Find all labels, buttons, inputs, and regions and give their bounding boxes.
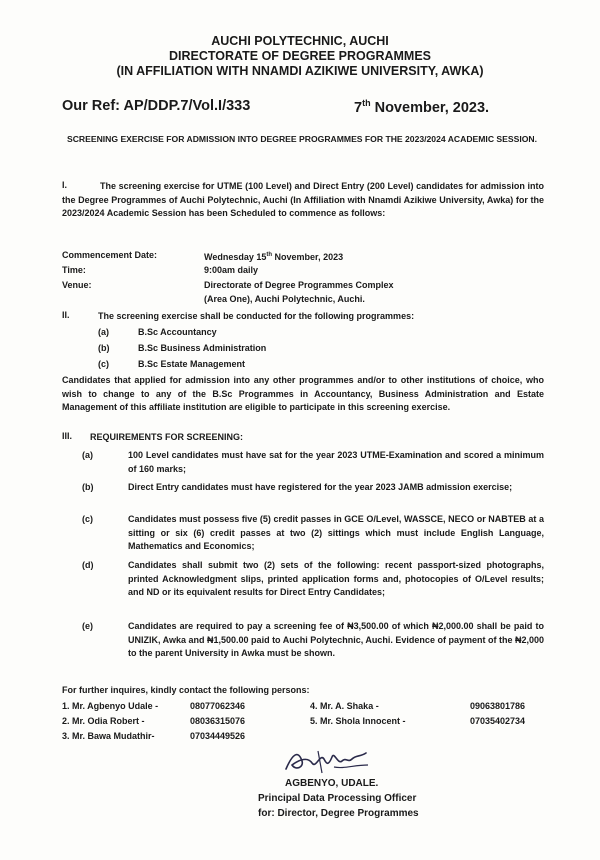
section-number: III. xyxy=(62,431,73,441)
contact-name: 4. Mr. A. Shaka - xyxy=(310,701,379,711)
letter-date: 7th November, 2023. xyxy=(354,98,490,116)
time-label: Time: xyxy=(62,265,86,275)
section1-paragraph: The screening exercise for UTME (100 Level) and Direct Entry (200 Level) candidates for admission into the Degree Programmes of Auchi Polytechnic, Auchi (In Affiliation with Nnamdi Azikiwe University, Awka) for the 2023/2024 Academic Session has been Scheduled to commence as follows: xyxy=(62,181,544,219)
contact-phone: 07035402734 xyxy=(470,716,526,726)
time-value: 9:00am daily xyxy=(204,265,259,275)
contact-phone: 08036315076 xyxy=(190,716,246,726)
contact-phone: 08077062346 xyxy=(190,701,246,711)
contact-phone: 09063801786 xyxy=(470,701,526,711)
list-item-label: (d) xyxy=(82,560,94,570)
contact-name: 1. Mr. Agbenyo Udale - xyxy=(62,701,159,711)
commencement-value: Wednesday 15th November, 2023 xyxy=(204,252,344,262)
list-item-label: (b) xyxy=(82,482,94,492)
venue-line: Directorate of Degree Programmes Complex xyxy=(204,280,394,290)
contacts-intro: For further inquires, kindly contact the following persons: xyxy=(62,685,310,695)
directorate-name: DIRECTORATE OF DEGREE PROGRAMMES xyxy=(168,49,432,63)
institution-name: AUCHI POLYTECHNIC, AUCHI xyxy=(211,34,389,48)
list-item-label: (b) xyxy=(98,343,110,353)
requirement-item: 100 Level candidates must have sat for the year 2023 UTME-Examination and scored a minimum of 160 marks; xyxy=(128,450,544,474)
commencement-label: Commencement Date: xyxy=(62,250,158,260)
section-number: I. xyxy=(62,180,68,190)
venue-label: Venue: xyxy=(62,280,92,290)
programme-item: B.Sc Business Administration xyxy=(138,343,267,353)
venue-line: (Area One), Auchi Polytechnic, Auchi. xyxy=(204,294,365,304)
requirement-item: Candidates are required to pay a screening fee of ₦3,500.00 of which ₦2,000.00 shall be paid to UNIZIK, Awka and ₦1,500.00 paid to Auchi Polytechnic, Auchi. Evidence of payment of the ₦2,000 to the parent University in Awka must be shown. xyxy=(128,621,544,659)
reference-number: Our Ref: AP/DDP.7/Vol.I/333 xyxy=(62,98,251,114)
list-item-label: (c) xyxy=(82,514,93,524)
contact-name: 3. Mr. Bawa Mudathir- xyxy=(62,731,155,741)
signatory-name: AGBENYO, UDALE. xyxy=(285,778,379,789)
affiliation-line: (IN AFFILIATION WITH NNAMDI AZIKIWE UNIVERSITY, AWKA) xyxy=(116,64,484,78)
signatory-title: Principal Data Processing Officer xyxy=(258,793,417,804)
signatory-for: for: Director, Degree Programmes xyxy=(258,808,419,819)
requirement-item: Direct Entry candidates must have registered for the year 2023 JAMB admission exercise; xyxy=(128,482,513,492)
list-item-label: (a) xyxy=(98,327,109,337)
section2-intro: The screening exercise shall be conducted for the following programmes: xyxy=(98,311,415,321)
eligibility-note: Candidates that applied for admission into any other programmes and/or to other institutions of choice, who wish to change to any of the B.Sc Programmes in Accountancy, Business Administration and Estate Management of this affiliate institution are eligible to participate in this screening exercise. xyxy=(62,375,544,413)
programme-item: B.Sc Estate Management xyxy=(138,359,246,369)
list-item-label: (e) xyxy=(82,621,93,631)
document-title: SCREENING EXERCISE FOR ADMISSION INTO DEGREE PROGRAMMES FOR THE 2023/2024 ACADEMIC SESSION. xyxy=(66,134,538,144)
programme-item: B.Sc Accountancy xyxy=(138,327,217,337)
requirements-heading: REQUIREMENTS FOR SCREENING: xyxy=(90,432,244,442)
section-number: II. xyxy=(62,310,70,320)
requirement-item: Candidates must possess five (5) credit passes in GCE O/Level, WASSCE, NECO or NABTEB at a sitting or six (6) credit passes at two (2) sittings which must include English Language, Mathematics and Economics; xyxy=(128,514,544,552)
list-item-label: (c) xyxy=(98,359,109,369)
contact-name: 2. Mr. Odia Robert - xyxy=(62,716,145,726)
contact-phone: 07034449526 xyxy=(190,731,246,741)
requirement-item: Candidates shall submit two (2) sets of the following: recent passport-sized photographs, printed Acknowledgment slips, printed application forms and, photocopies of O/Level results; and ND or its equivalent results for Direct Entry Candidates; xyxy=(128,560,544,598)
handwritten-signature xyxy=(282,743,372,777)
list-item-label: (a) xyxy=(82,450,93,460)
contact-name: 5. Mr. Shola Innocent - xyxy=(310,716,406,726)
